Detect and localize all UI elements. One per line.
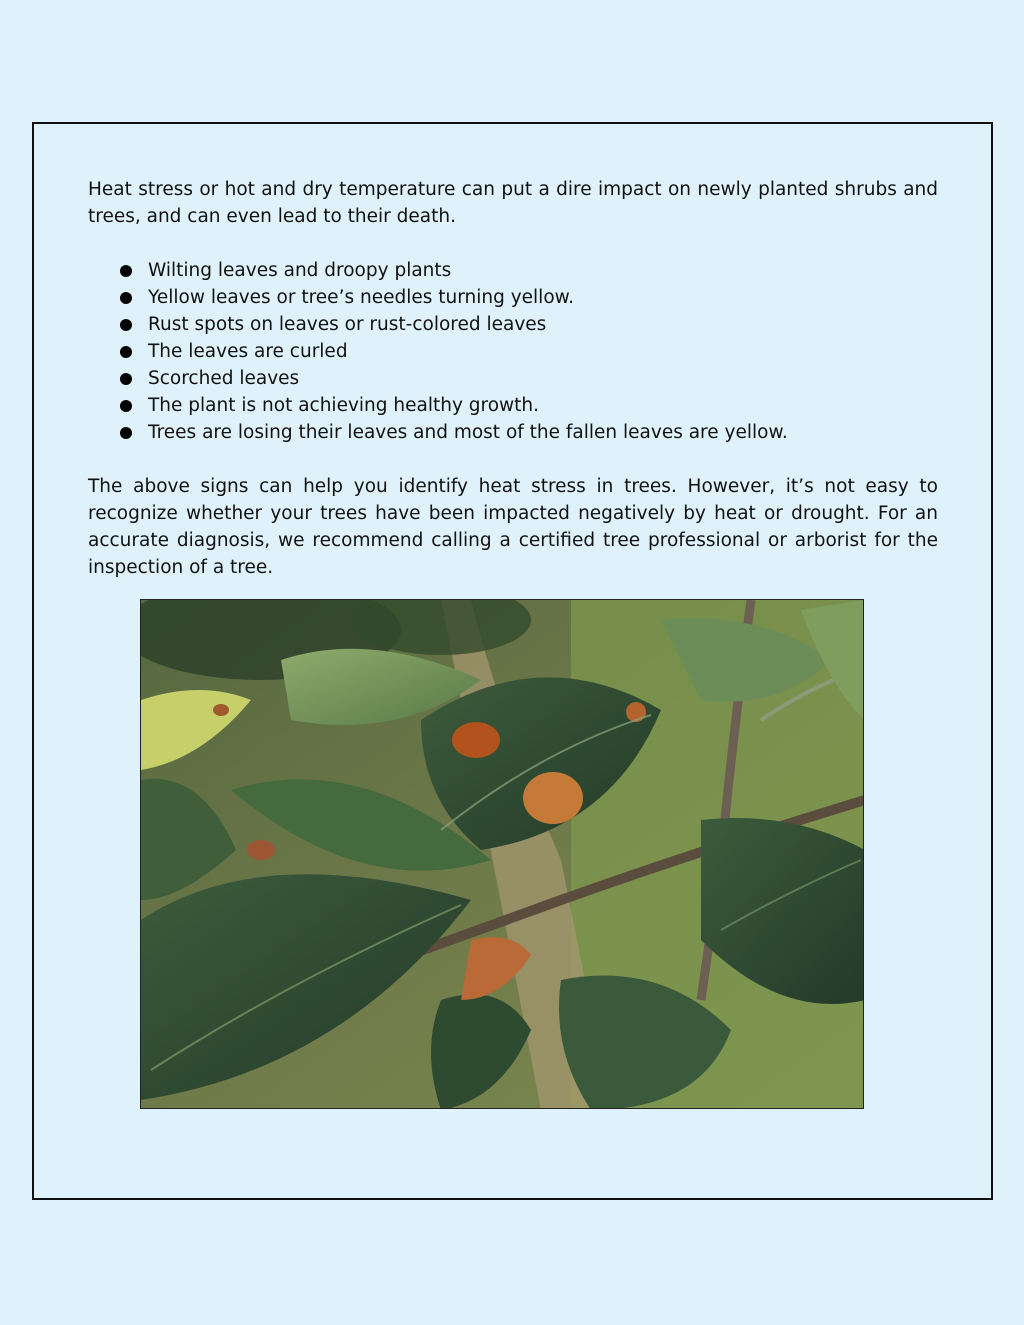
article-body [88, 176, 938, 581]
list-item-text: Yellow leaves or tree’s needles turning yellow. [148, 287, 574, 308]
leaves-illustration [141, 600, 864, 1109]
list-item [88, 311, 938, 338]
list-item-text: The leaves are curled [148, 341, 348, 362]
list-item-text: The plant is not achieving healthy growth. [148, 395, 540, 416]
list-item [88, 257, 938, 284]
list-item-text: Scorched leaves [148, 368, 300, 389]
bullet-icon [120, 346, 132, 358]
heat-stress-signs-list [88, 257, 938, 446]
list-item-text: Rust spots on leaves or rust-colored leaves [148, 314, 547, 335]
list-item-text: Wilting leaves and droopy plants [148, 260, 452, 281]
heat-stressed-leaves-photo [140, 599, 864, 1109]
bullet-icon [120, 373, 132, 385]
bullet-icon [120, 319, 132, 331]
conclusion-paragraph: The above signs can help you identify heat stress in trees. However, it’s not easy to recognize whether your trees have been impacted negatively by heat or drought. For an accurate diagnosis, we recommend calling a certified tree professional or arborist for the inspection of a tree. [88, 476, 938, 578]
bullet-icon [120, 265, 132, 277]
list-item [88, 284, 938, 311]
list-item [88, 365, 938, 392]
intro-paragraph: Heat stress or hot and dry temperature can put a dire impact on newly planted shrubs and trees, and can even lead to their death. [88, 179, 938, 227]
bullet-icon [120, 427, 132, 439]
list-item [88, 338, 938, 365]
bullet-icon [120, 400, 132, 412]
list-item [88, 392, 938, 419]
list-item-text: Trees are losing their leaves and most of the fallen leaves are yellow. [148, 422, 788, 443]
bullet-icon [120, 292, 132, 304]
list-item [88, 419, 938, 446]
